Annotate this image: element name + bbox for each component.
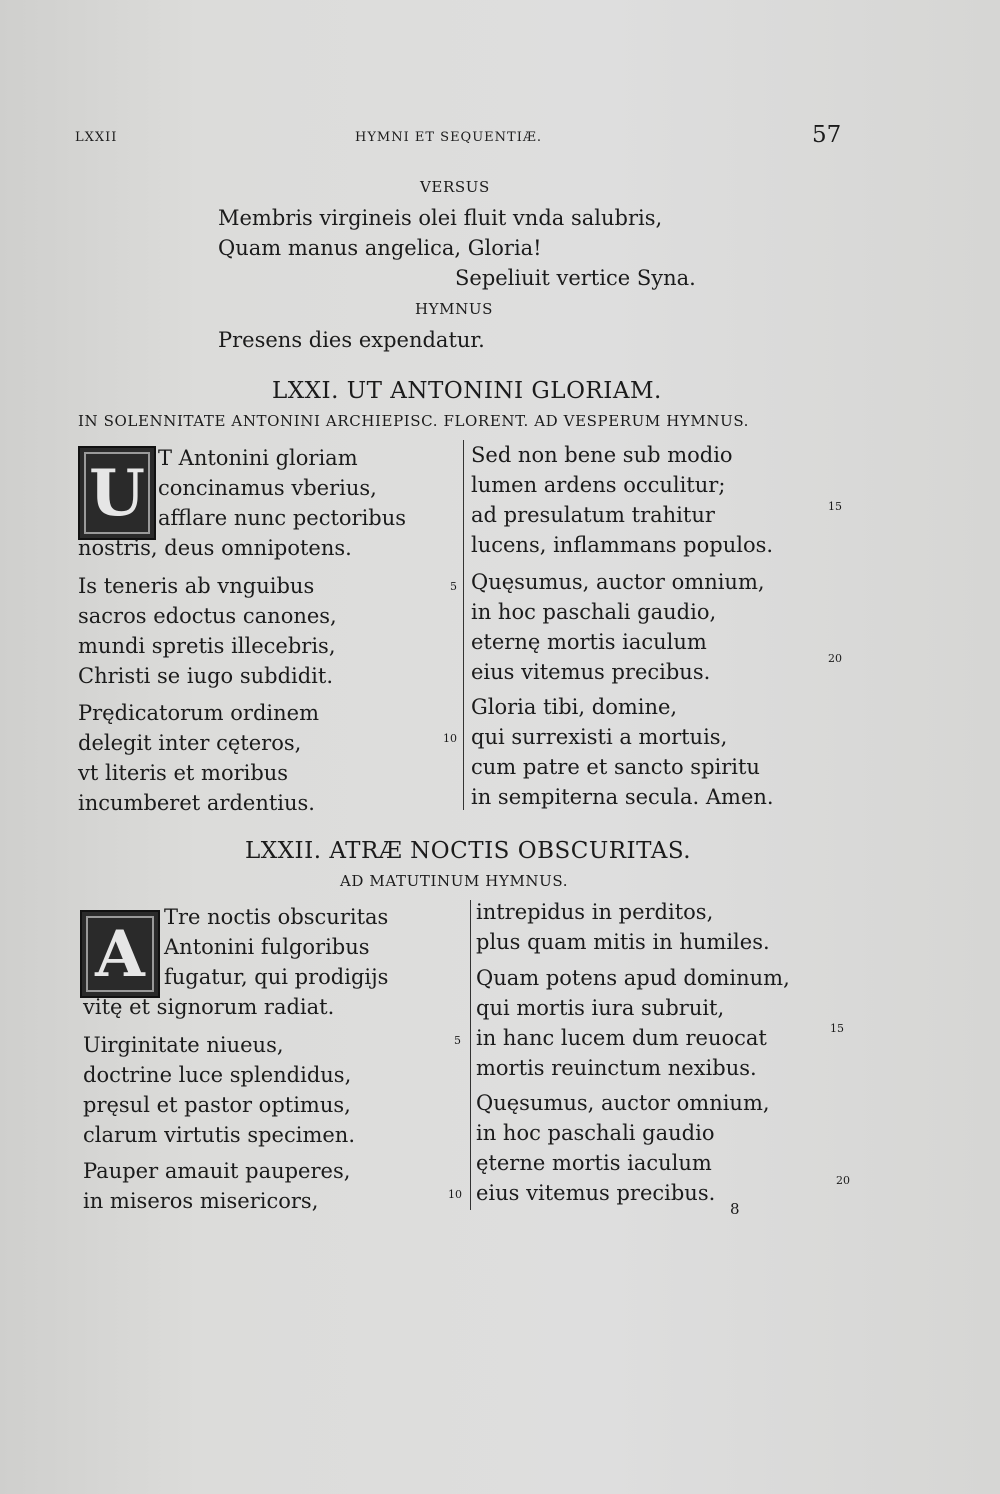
versus-line-3: Sepeliuit vertice Syna. xyxy=(455,266,696,290)
hymn71-title: LXXI. UT ANTONINI GLORIAM. xyxy=(272,378,662,404)
hymn71-left-line-12: incumberet ardentius. xyxy=(78,791,315,815)
hymn72-subtitle: AD MATUTINUM HYMNUS. xyxy=(340,872,569,890)
hymn72-left-line-3: fugatur, qui prodigijs xyxy=(164,965,389,989)
hymn71-right-line-2: lumen ardens occulitur; xyxy=(471,473,726,497)
hymn72-left-line-6: doctrine luce splendidus, xyxy=(83,1063,352,1087)
hymn72-right-line-2: plus quam mitis in humiles. xyxy=(476,930,770,954)
column-rule-2 xyxy=(470,900,471,1210)
hymn72-right-line-5: in hanc lucem dum reuocat xyxy=(476,1026,767,1050)
versus-line-2: Quam manus angelica, Gloria! xyxy=(218,236,542,260)
hymn71-left-line-6: sacros edoctus canones, xyxy=(78,604,337,628)
hymn71-right-line-12: in sempiterna secula. Amen. xyxy=(471,785,774,809)
line-number-20b: 20 xyxy=(836,1174,850,1187)
hymn71-right-line-1: Sed non bene sub modio xyxy=(471,443,733,467)
hymn71-right-line-5: Quęsumus, auctor omnium, xyxy=(471,570,765,594)
hymn72-right-line-7: Quęsumus, auctor omnium, xyxy=(476,1091,770,1115)
versus-heading: VERSUS xyxy=(420,178,490,196)
hymn72-left-line-5: Uirginitate niueus, xyxy=(83,1033,284,1057)
line-number-10: 10 xyxy=(443,732,457,745)
hymn71-left-line-3: afflare nunc pectoribus xyxy=(158,506,407,530)
drop-cap-a: A xyxy=(80,910,160,998)
hymn71-left-line-9: Prędicatorum ordinem xyxy=(78,701,319,725)
line-number-15: 15 xyxy=(828,500,842,513)
line-number-10b: 10 xyxy=(448,1188,462,1201)
hymn71-right-line-6: in hoc paschali gaudio, xyxy=(471,600,717,624)
line-number-5: 5 xyxy=(450,580,457,593)
hymn71-left-line-10: delegit inter cęteros, xyxy=(78,731,302,755)
hymn71-right-line-9: Gloria tibi, domine, xyxy=(471,695,678,719)
column-rule xyxy=(463,440,464,810)
line-number-5b: 5 xyxy=(454,1034,461,1047)
hymn71-left-line-1: T Antonini gloriam xyxy=(158,446,358,470)
hymn72-title: LXXII. ATRÆ NOCTIS OBSCURITAS. xyxy=(245,838,692,864)
hymn72-left-line-4: vitę et signorum radiat. xyxy=(83,995,335,1019)
hymnus-line: Presens dies expendatur. xyxy=(218,328,485,352)
hymn71-right-line-3: ad presulatum trahitur xyxy=(471,503,715,527)
hymn71-right-line-10: qui surrexisti a mortuis, xyxy=(471,725,728,749)
hymn72-left-line-10: in miseros misericors, xyxy=(83,1189,319,1213)
page-number: 57 xyxy=(812,122,842,148)
hymn72-right-line-9: ęterne mortis iaculum xyxy=(476,1151,712,1175)
running-head-left: LXXII xyxy=(75,130,118,145)
hymn72-left-line-8: clarum virtutis specimen. xyxy=(83,1123,356,1147)
running-head-title: HYMNI ET SEQUENTIÆ. xyxy=(355,130,542,145)
hymn72-left-line-2: Antonini fulgoribus xyxy=(164,935,370,959)
hymn71-right-line-11: cum patre et sancto spiritu xyxy=(471,755,760,779)
hymn72-left-line-9: Pauper amauit pauperes, xyxy=(83,1159,351,1183)
hymn72-right-line-8: in hoc paschali gaudio xyxy=(476,1121,715,1145)
hymnus-heading: HYMNUS xyxy=(415,300,493,318)
versus-line-1: Membris virgineis olei fluit vnda salubris, xyxy=(218,206,663,230)
hymn71-left-line-5: Is teneris ab vnguibus xyxy=(78,574,315,598)
hymn71-subtitle: IN SOLENNITATE ANTONINI ARCHIEPISC. FLORENT. AD VESPERUM HYMNUS. xyxy=(78,412,750,430)
hymn71-right-line-4: lucens, inflammans populos. xyxy=(471,533,774,557)
line-number-20: 20 xyxy=(828,652,842,665)
hymn71-left-line-4: nostris, deus omnipotens. xyxy=(78,536,352,560)
hymn72-left-line-1: Tre noctis obscuritas xyxy=(164,905,389,929)
line-number-15b: 15 xyxy=(830,1022,844,1035)
hymn71-right-line-7: eternę mortis iaculum xyxy=(471,630,707,654)
hymn71-left-line-2: concinamus vberius, xyxy=(158,476,377,500)
hymn72-right-line-6: mortis reuinctum nexibus. xyxy=(476,1056,757,1080)
hymn72-right-line-1: intrepidus in perditos, xyxy=(476,900,714,924)
hymn71-left-line-11: vt literis et moribus xyxy=(78,761,289,785)
hymn72-right-line-4: qui mortis iura subruit, xyxy=(476,996,725,1020)
hymn71-left-line-7: mundi spretis illecebris, xyxy=(78,634,336,658)
signature-mark: 8 xyxy=(730,1200,740,1218)
hymn72-right-line-10: eius vitemus precibus. xyxy=(476,1181,716,1205)
hymn71-left-line-8: Christi se iugo subdidit. xyxy=(78,664,334,688)
drop-cap-u: U xyxy=(78,446,156,540)
hymn72-right-line-3: Quam potens apud dominum, xyxy=(476,966,790,990)
hymn72-left-line-7: pręsul et pastor optimus, xyxy=(83,1093,351,1117)
hymn71-right-line-8: eius vitemus precibus. xyxy=(471,660,711,684)
